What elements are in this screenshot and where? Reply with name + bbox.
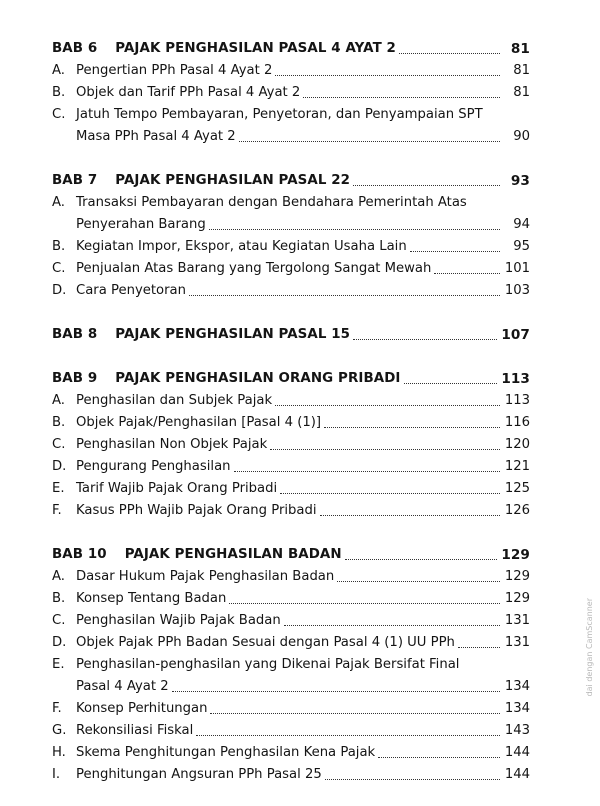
entry-letter: G. (52, 723, 67, 738)
dot-leader (320, 515, 500, 516)
entry-title: Penghitungan Angsuran PPh Pasal 25 (76, 767, 322, 782)
entry-title: Jatuh Tempo Pembayaran, Penyetoran, dan Penyampaian SPT (76, 107, 483, 122)
chapter-block (52, 542, 530, 786)
toc-entry (52, 258, 530, 280)
entry-title: Cara Penyetoran (76, 283, 186, 298)
entry-page-number: 116 (504, 415, 530, 430)
entry-title-continued: Penyerahan Barang (76, 217, 206, 232)
dot-leader (280, 493, 500, 494)
dot-leader (353, 339, 497, 340)
entry-letter: B. (52, 239, 66, 254)
chapter-title: PAJAK PENGHASILAN PASAL 15 (115, 327, 351, 342)
chapter-number: BAB 9 (52, 371, 98, 386)
entry-letter: E. (52, 657, 65, 672)
entry-letter: C. (52, 261, 66, 276)
dot-leader (410, 251, 500, 252)
toc-entry (52, 654, 530, 676)
entry-letter: C. (52, 613, 66, 628)
table-of-contents (52, 36, 530, 806)
chapter-heading (52, 366, 530, 390)
entry-title: Objek Pajak PPh Badan Sesuai dengan Pasal 4 (1) UU PPh (76, 635, 455, 650)
entry-title: Penghasilan Wajib Pajak Badan (76, 613, 281, 628)
entry-letter: A. (52, 195, 65, 210)
dot-leader (284, 625, 500, 626)
chapter-title: PAJAK PENGHASILAN PASAL 4 AYAT 2 (115, 41, 396, 56)
entry-page-number: 103 (504, 283, 530, 298)
chapter-title: PAJAK PENGHASILAN PASAL 22 (115, 173, 351, 188)
entry-title: Pengurang Penghasilan (76, 459, 231, 474)
entry-page-number: 95 (513, 239, 530, 254)
toc-entry (52, 698, 530, 720)
dot-leader (404, 383, 498, 384)
entry-page-number: 143 (504, 723, 530, 738)
toc-entry (52, 566, 530, 588)
dot-leader (434, 273, 500, 274)
toc-entry (52, 412, 530, 434)
dot-leader (399, 53, 500, 54)
entry-page-number: 101 (504, 261, 530, 276)
dot-leader (303, 97, 500, 98)
dot-leader (234, 471, 500, 472)
dot-leader (210, 713, 500, 714)
toc-entry (52, 588, 530, 610)
dot-leader (229, 603, 500, 604)
entry-page-number: 144 (504, 767, 530, 782)
dot-leader (337, 581, 500, 582)
toc-entry (52, 390, 530, 412)
toc-entry (52, 104, 530, 126)
toc-entry (52, 192, 530, 214)
entry-letter: A. (52, 393, 65, 408)
entry-page-number: 113 (504, 393, 530, 408)
entry-title: Kegiatan Impor, Ekspor, atau Kegiatan Usaha Lain (76, 239, 407, 254)
dot-leader (324, 427, 500, 428)
toc-entry (52, 742, 530, 764)
dot-leader (270, 449, 500, 450)
chapter-number: BAB 8 (52, 327, 98, 342)
entry-title: Penjualan Atas Barang yang Tergolong Sangat Mewah (76, 261, 432, 276)
entry-title: Dasar Hukum Pajak Penghasilan Badan (76, 569, 335, 584)
entry-page-number: 134 (504, 701, 530, 716)
entry-letter: B. (52, 591, 66, 606)
dot-leader (325, 779, 500, 780)
chapter-page-number: 113 (501, 371, 530, 387)
dot-leader (345, 559, 498, 560)
entry-letter: D. (52, 283, 67, 298)
entry-letter: C. (52, 107, 66, 122)
entry-title: Tarif Wajib Pajak Orang Pribadi (76, 481, 278, 496)
entry-page-number: 129 (504, 591, 530, 606)
entry-letter: H. (52, 745, 66, 760)
dot-leader (239, 141, 500, 142)
toc-entry (52, 764, 530, 786)
chapter-page-number: 129 (501, 547, 530, 563)
chapter-page-number: 81 (510, 41, 530, 57)
entry-title: Rekonsiliasi Fiskal (76, 723, 194, 738)
entry-title: Konsep Tentang Badan (76, 591, 227, 606)
entry-letter: E. (52, 481, 65, 496)
dot-leader (458, 647, 500, 648)
dot-leader (209, 229, 500, 230)
entry-letter: D. (52, 635, 67, 650)
entry-title: Penghasilan-penghasilan yang Dikenai Pajak Bersifat Final (76, 657, 460, 672)
chapter-heading (52, 168, 530, 192)
chapter-page-number: 107 (501, 327, 530, 343)
entry-title-continued: Pasal 4 Ayat 2 (76, 679, 169, 694)
dot-leader (196, 735, 500, 736)
toc-entry (52, 434, 530, 456)
entry-title: Penghasilan Non Objek Pajak (76, 437, 268, 452)
dot-leader (172, 691, 500, 692)
entry-title: Transaksi Pembayaran dengan Bendahara Pemerintah Atas (76, 195, 467, 210)
entry-page-number: 129 (504, 569, 530, 584)
scanner-watermark: dai dengan CamScanner (585, 598, 594, 697)
toc-entry (52, 60, 530, 82)
chapter-number: BAB 10 (52, 547, 107, 562)
entry-letter: D. (52, 459, 67, 474)
entry-title: Objek dan Tarif PPh Pasal 4 Ayat 2 (76, 85, 301, 100)
entry-letter: F. (52, 503, 62, 518)
chapter-block (52, 168, 530, 302)
entry-letter: C. (52, 437, 66, 452)
entry-title-continued: Masa PPh Pasal 4 Ayat 2 (76, 129, 236, 144)
chapter-title: PAJAK PENGHASILAN ORANG PRIBADI (115, 371, 401, 386)
entry-title: Konsep Perhitungan (76, 701, 208, 716)
entry-letter: B. (52, 85, 66, 100)
entry-page-number: 81 (513, 63, 530, 78)
entry-title: Objek Pajak/Penghasilan [Pasal 4 (1)] (76, 415, 322, 430)
entry-page-number: 81 (513, 85, 530, 100)
entry-title: Kasus PPh Wajib Pajak Orang Pribadi (76, 503, 317, 518)
entry-page-number: 121 (504, 459, 530, 474)
entry-title: Pengertian PPh Pasal 4 Ayat 2 (76, 63, 273, 78)
entry-page-number: 125 (504, 481, 530, 496)
entry-page-number: 131 (504, 613, 530, 628)
toc-entry (52, 720, 530, 742)
toc-entry-continuation (52, 126, 530, 148)
entry-letter: A. (52, 63, 65, 78)
dot-leader (275, 405, 500, 406)
toc-entry (52, 610, 530, 632)
toc-entry (52, 82, 530, 104)
entry-page-number: 144 (504, 745, 530, 760)
entry-page-number: 131 (504, 635, 530, 650)
toc-entry (52, 478, 530, 500)
dot-leader (353, 185, 500, 186)
entry-page-number: 126 (504, 503, 530, 518)
chapter-block (52, 36, 530, 148)
entry-page-number: 94 (513, 217, 530, 232)
dot-leader (189, 295, 500, 296)
toc-entry (52, 280, 530, 302)
entry-title: Penghasilan dan Subjek Pajak (76, 393, 273, 408)
chapter-number: BAB 7 (52, 173, 98, 188)
chapter-heading (52, 322, 530, 346)
entry-letter: A. (52, 569, 65, 584)
toc-entry (52, 632, 530, 654)
chapter-title: PAJAK PENGHASILAN BADAN (124, 547, 342, 562)
entry-letter: B. (52, 415, 66, 430)
entry-page-number: 90 (513, 129, 530, 144)
chapter-number: BAB 6 (52, 41, 98, 56)
entry-page-number: 134 (504, 679, 530, 694)
entry-title: Skema Penghitungan Penghasilan Kena Pajak (76, 745, 376, 760)
chapter-heading (52, 542, 530, 566)
chapter-block (52, 366, 530, 522)
entry-page-number: 120 (504, 437, 530, 452)
dot-leader (275, 75, 500, 76)
chapter-page-number: 93 (510, 173, 530, 189)
toc-entry-continuation (52, 214, 530, 236)
entry-letter: F. (52, 701, 62, 716)
toc-entry-continuation (52, 676, 530, 698)
toc-entry (52, 500, 530, 522)
chapter-heading (52, 36, 530, 60)
chapter-block (52, 322, 530, 346)
toc-entry (52, 236, 530, 258)
entry-letter: I. (52, 767, 61, 782)
toc-entry (52, 456, 530, 478)
dot-leader (378, 757, 500, 758)
